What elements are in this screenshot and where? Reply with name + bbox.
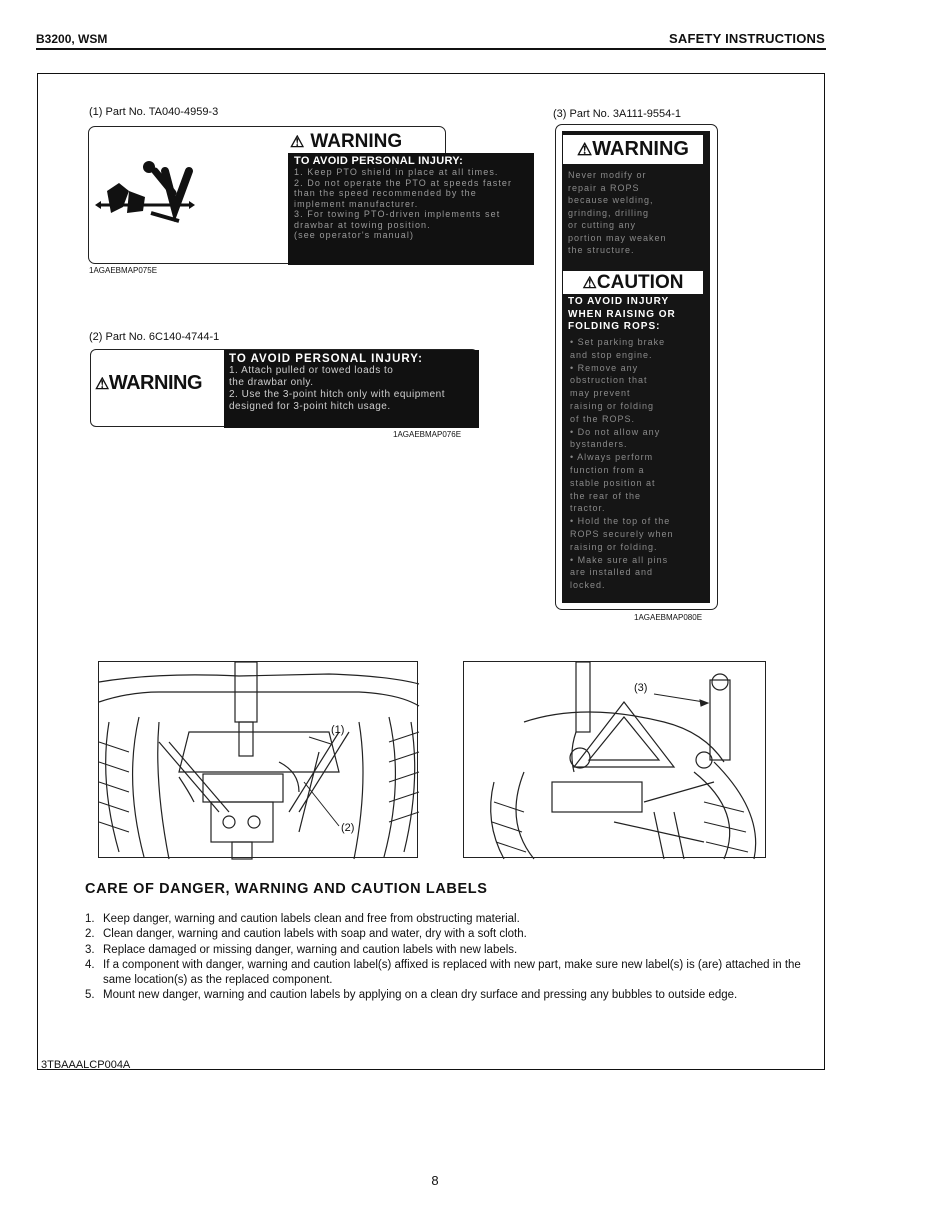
- list-item: [85, 912, 805, 927]
- decal3-caution-title-line: FOLDING ROPS:: [568, 321, 661, 332]
- decal3-caution-line: ROPS securely when: [570, 528, 674, 539]
- decal-rops-warning-caution: [555, 124, 718, 610]
- tractor-rops-illustration: [464, 662, 767, 859]
- decal3-caution-line: obstruction that: [570, 375, 648, 386]
- decal3-caution-line: may prevent: [570, 388, 631, 399]
- decal3-caution-line: stable position at: [570, 477, 656, 488]
- decal1-warning-heading: [290, 131, 408, 153]
- decal1-line: 2. Do not operate the PTO at speeds faster: [294, 177, 513, 188]
- part-label-2: (2) Part No. 6C140-4744-1: [89, 331, 220, 343]
- decal1-line: than the speed recommended by the: [294, 188, 477, 198]
- document-code: 3TBAAALCP004A: [41, 1059, 131, 1071]
- decal1-line: 1. Keep PTO shield in place at all times.: [294, 167, 499, 177]
- decal2-line: 1. Attach pulled or towed loads to: [229, 365, 394, 376]
- list-number: 1.: [85, 913, 95, 925]
- tractor-rear-illustration: [99, 662, 419, 859]
- decal3-caution-line: • Set parking brake: [570, 337, 666, 347]
- decal3-caution-line: raising or folding: [570, 400, 655, 411]
- decal-drawbar-warning: [90, 349, 478, 427]
- decal3-caution-line: • Make sure all pins: [570, 554, 669, 565]
- warning-triangle-icon: ⚠: [290, 134, 305, 151]
- decal3-caution-line: • Always perform: [570, 452, 654, 463]
- list-number: 3.: [85, 943, 95, 956]
- list-text: Keep danger, warning and caution labels clean and free from obstructing material.: [103, 913, 520, 925]
- decal2-line: the drawbar only.: [229, 377, 314, 388]
- care-instructions-list: [85, 912, 805, 1004]
- pto-entanglement-pictogram-icon: [89, 127, 201, 263]
- decal3-caution-line: raising or folding.: [570, 541, 658, 552]
- decal3-caution-line: tractor.: [570, 503, 606, 514]
- decal3-caution-title: [568, 296, 703, 334]
- decal2-line: designed for 3-point hitch usage.: [229, 401, 391, 412]
- header-model: B3200, WSM: [36, 32, 108, 46]
- decal1-line: drawbar at towing position.: [294, 219, 431, 230]
- decal1-code: 1AGAEBMAP075E: [89, 266, 158, 275]
- decal2-body: [224, 350, 479, 428]
- decal3-caution-line: of the ROPS.: [570, 413, 636, 424]
- warning-triangle-icon: ⚠: [95, 376, 109, 393]
- decal3-caution-line: the rear of the: [570, 490, 642, 501]
- callout-2: (2): [341, 822, 355, 834]
- decal2-code: 1AGAEBMAP076E: [393, 430, 462, 439]
- section-title: CARE OF DANGER, WARNING AND CAUTION LABELS: [85, 881, 488, 897]
- decal3-caution-line: bystanders.: [570, 439, 628, 450]
- decal3-warning-line: Never modify or: [568, 170, 647, 180]
- part-label-3: (3) Part No. 3A111-9554-1: [553, 108, 681, 120]
- decal2-line: 2. Use the 3-point hitch only with equipment: [229, 389, 445, 400]
- decal1-title: TO AVOID PERSONAL INJURY:: [294, 155, 464, 167]
- part-label-1: (1) Part No. TA040-4959-3: [89, 106, 219, 118]
- decal3-caution-line: function from a: [570, 464, 645, 475]
- decal3-warning-line: because welding,: [568, 195, 654, 205]
- decal-pto-warning: [88, 126, 513, 264]
- list-item: [85, 927, 805, 942]
- decal3-warning-body: [568, 169, 700, 257]
- list-item: [85, 958, 805, 989]
- decal3-caution-line: • Do not allow any: [570, 426, 661, 437]
- decal2-title: TO AVOID PERSONAL INJURY:: [229, 353, 423, 365]
- decal3-warning-text: WARNING: [592, 138, 689, 160]
- decal3-caution-heading: [563, 271, 703, 294]
- decal3-caution-title-line: TO AVOID INJURY: [568, 296, 670, 307]
- list-item: [85, 988, 805, 1003]
- list-text: If a component with danger, warning and caution label(s) affixed is replaced with new part, make sure new label(s) is (are) attached in the same location(s) as the replaced component.: [103, 958, 801, 987]
- warning-triangle-icon: ⚠: [577, 140, 593, 159]
- decal3-warning-line: repair a ROPS: [568, 182, 640, 193]
- decal2-warning-heading: [95, 372, 202, 395]
- decal3-caution-title-line: WHEN RAISING OR: [568, 308, 676, 320]
- decal3-caution-line: • Remove any: [570, 362, 639, 373]
- decal3-caution-text: CAUTION: [596, 272, 684, 293]
- list-item: [85, 943, 805, 958]
- decal1-warning-text: WARNING: [310, 131, 403, 152]
- list-number: 4.: [85, 958, 95, 971]
- page-number: 8: [431, 1173, 439, 1188]
- callout-1: (1): [331, 724, 345, 736]
- decal3-caution-line: are installed and: [570, 567, 654, 578]
- decal3-caution-line: and stop engine.: [570, 349, 653, 360]
- decal3-warning-line: the structure.: [568, 245, 635, 255]
- list-text: Replace damaged or missing danger, warning and caution labels with new labels.: [103, 943, 518, 956]
- list-number: 5.: [85, 989, 95, 1002]
- decal3-caution-line: • Hold the top of the: [570, 516, 671, 527]
- list-number: 2.: [85, 928, 95, 941]
- decal1-body: [288, 153, 534, 265]
- caution-triangle-icon: ⚠: [582, 275, 597, 292]
- photo-tractor-rear: [98, 661, 418, 858]
- decal3-code: 1AGAEBMAP080E: [634, 613, 703, 622]
- decal3-caution-body: [570, 336, 702, 592]
- photo-tractor-rops: [463, 661, 766, 858]
- decal3-warning-line: grinding, drilling: [568, 207, 650, 218]
- decal3-caution-line: locked.: [570, 580, 606, 591]
- decal1-line: 3. For towing PTO-driven implements set: [294, 209, 501, 219]
- callout-3: (3): [634, 682, 648, 694]
- decal1-line: (see operator's manual): [294, 230, 415, 240]
- decal1-line: implement manufacturer.: [294, 198, 419, 209]
- decal3-warning-line: portion may weaken: [568, 232, 667, 243]
- decal2-warning-text: WARNING: [108, 372, 203, 394]
- decal3-warning-heading: [563, 135, 703, 164]
- header-rule: [36, 48, 826, 50]
- list-text: Clean danger, warning and caution labels with soap and water, dry with a soft cloth.: [103, 928, 527, 941]
- list-text: Mount new danger, warning and caution labels by applying on a clean dry surface and pressing any bubbles to outside edge.: [103, 989, 738, 1002]
- header-section-title: SAFETY INSTRUCTIONS: [669, 31, 825, 46]
- decal3-warning-line: or cutting any: [568, 220, 637, 230]
